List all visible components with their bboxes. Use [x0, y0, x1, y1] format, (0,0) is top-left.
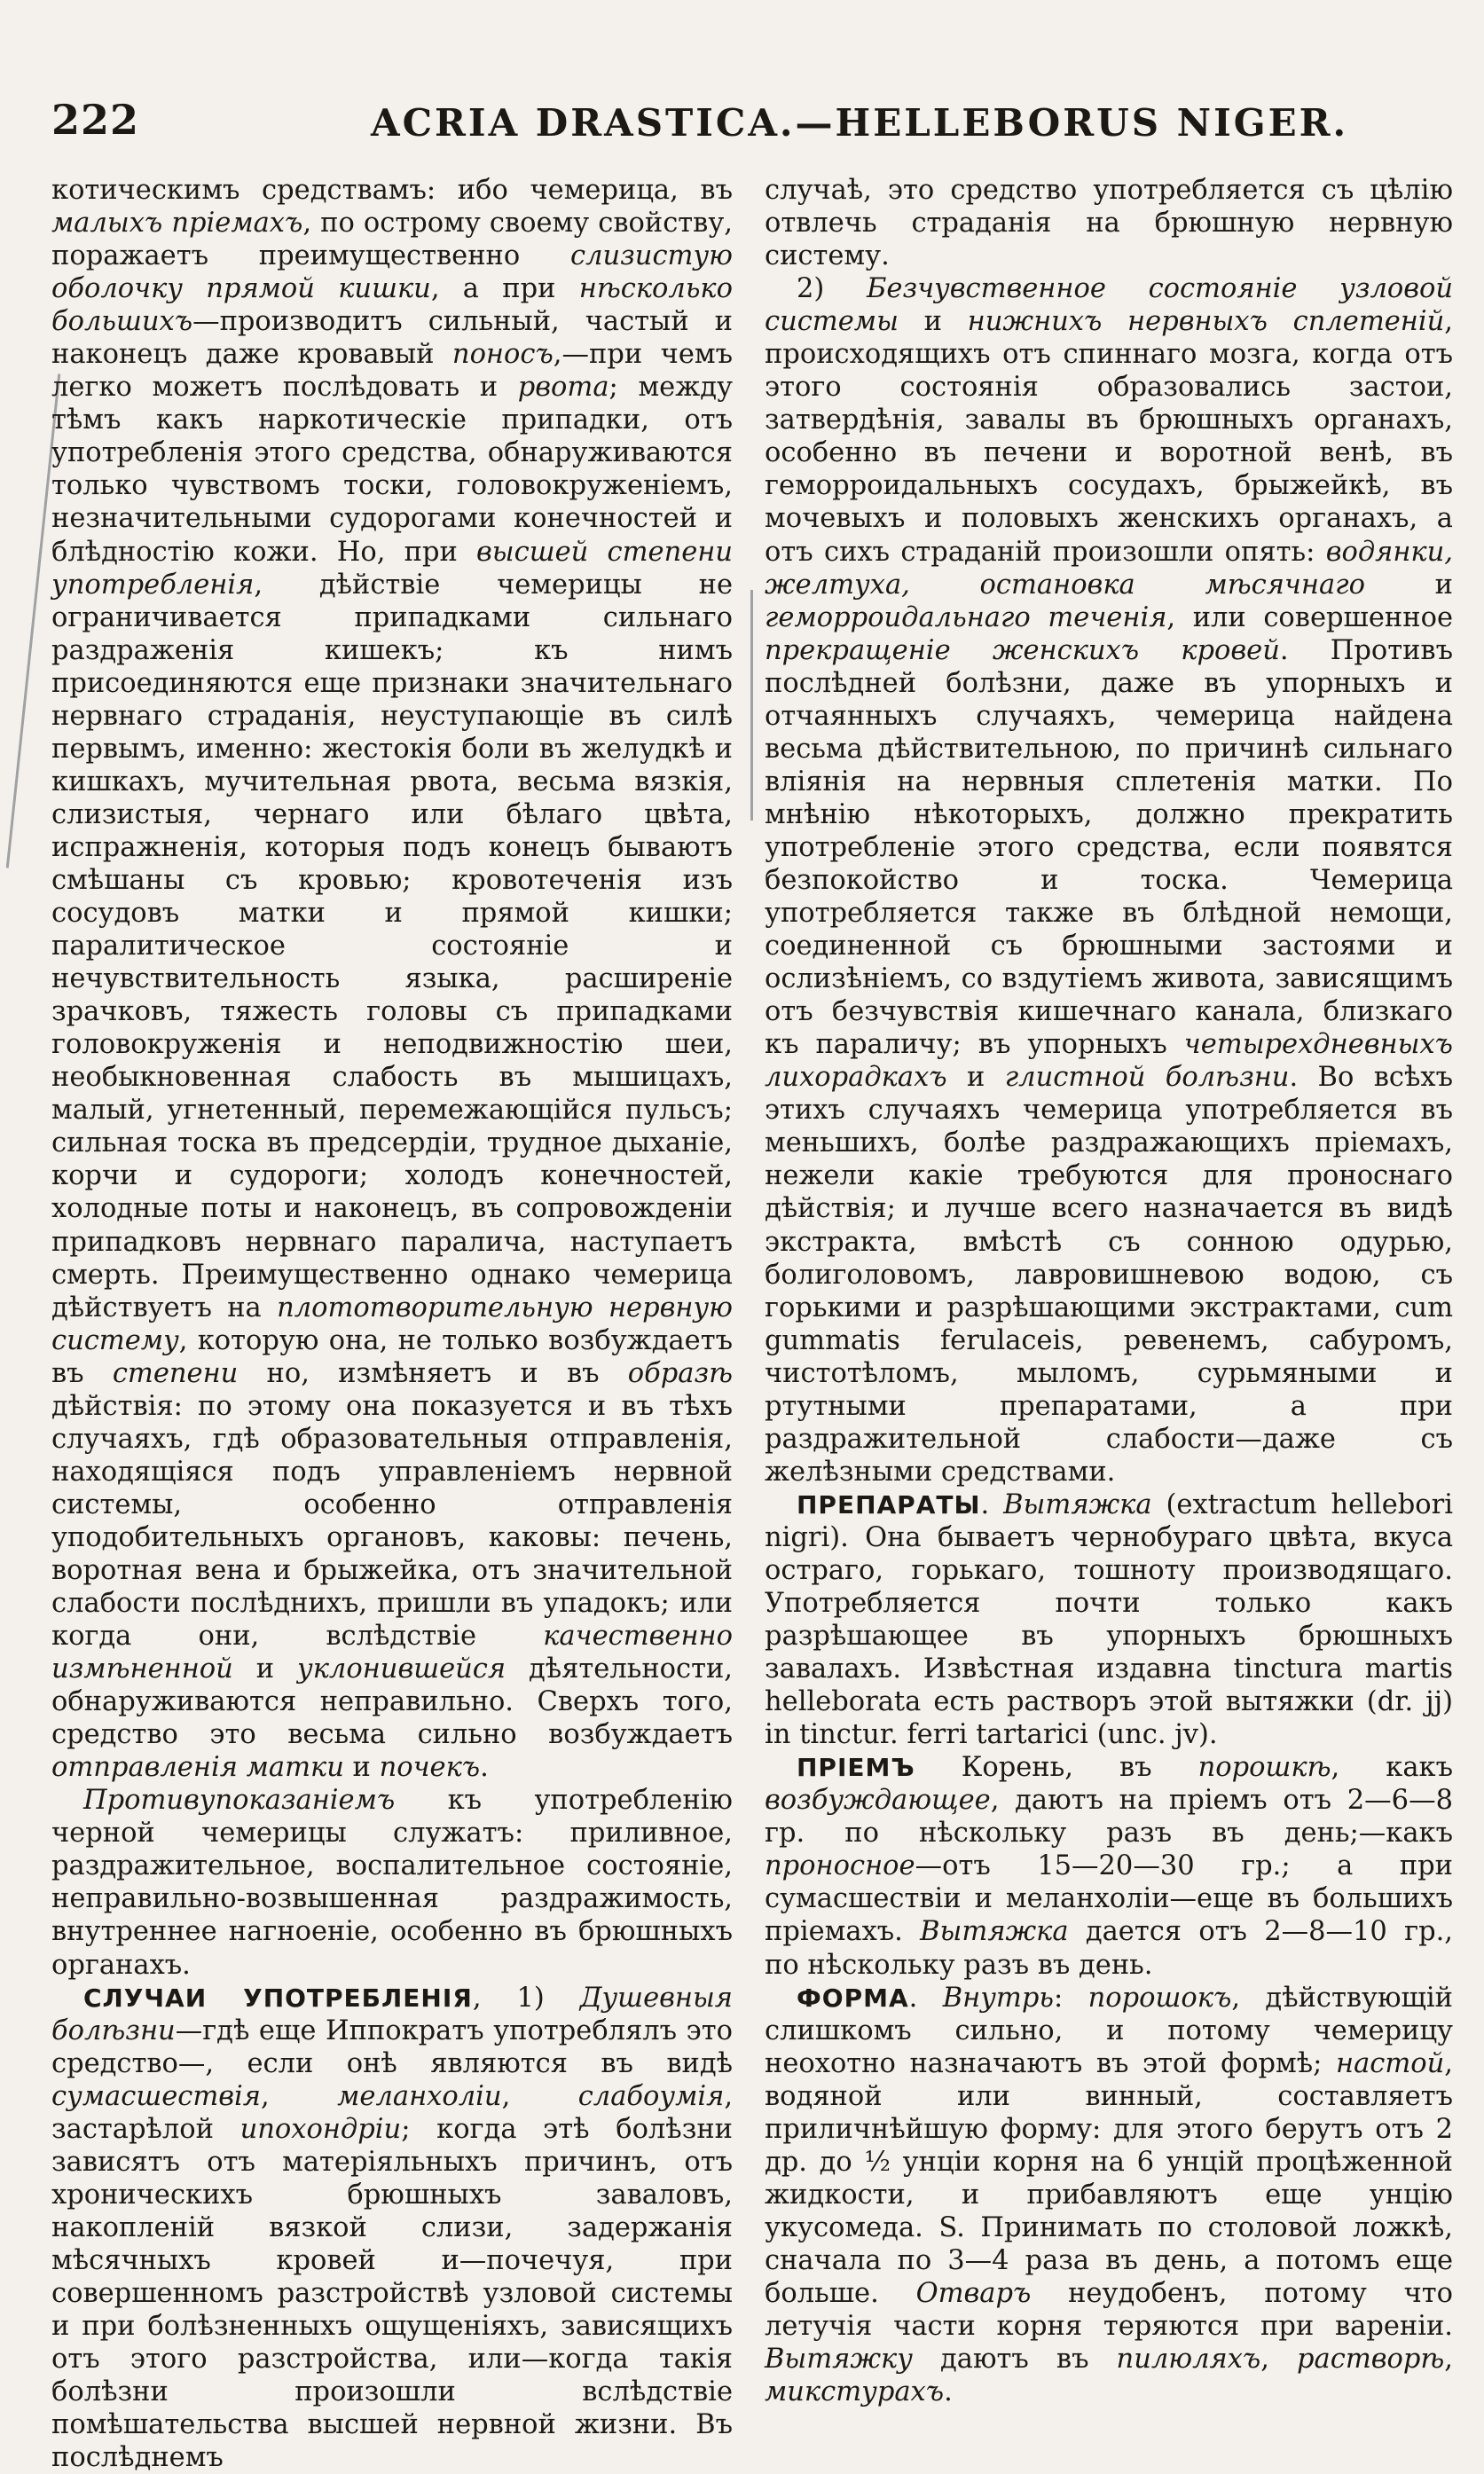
body-paragraph [51, 174, 733, 1784]
text-run: , или совершенное [1166, 601, 1453, 633]
italic-term: пилюляхъ [1116, 2344, 1261, 2376]
pencil-mark-center [750, 590, 753, 821]
body-paragraph [765, 1751, 1453, 1981]
text-run: , [260, 2080, 338, 2112]
text-run: . Противъ послѣдней болѣзни, даже въ упорныхъ и отчаянныхъ случаяхъ, чемерица найдена весьма дѣйствительною, по причинѣ сильнаго вліянія на нервныя сплетенія матки. По мнѣнію нѣкоторыхъ, должно прекратить употребленіе этого средства, если появятся безпокойство и тоска. Чемерица употребляется также въ блѣдной немощи, соединенной съ брюшными застоями и ослизѣніемъ, со вздутіемъ живота, зависящимъ отъ безчувствія кишечнаго канала, близкаго къ параличу; въ упорныхъ [765, 634, 1454, 1061]
italic-term: геморроидальнаго теченія [765, 601, 1167, 633]
italic-term: водянки, желтуха, остановка мѣсячнаго [765, 536, 1453, 601]
text-run: —производитъ сильный, частый и наконецъ даже кровавый [51, 306, 733, 371]
text-run: , по острому своему свойству, поражаетъ преимущественно [51, 208, 733, 272]
text-run: . [980, 1488, 1004, 1520]
italic-term: Вытяжка [920, 1916, 1069, 1948]
italic-term: проносное [765, 1850, 915, 1882]
italic-term: высшей степени употребленія [51, 536, 733, 601]
text-run: дѣятельности, обнаруживаются неправильно. Сверхъ того, средство это весьма сильно возбуждаетъ [51, 1653, 734, 1751]
italic-term: порошокъ [1087, 1982, 1232, 2014]
italic-term: малыхъ пріемахъ [51, 208, 303, 240]
italic-term: почекъ [379, 1752, 481, 1784]
text-run: , даютъ на пріемъ отъ 2—6—8 гр. по нѣскольку разъ въ день;—какъ [765, 1785, 1453, 1850]
text-run: . [908, 1982, 943, 2014]
text-run: дѣйствія: по этому она показуется и въ тѣхъ случаяхъ, гдѣ образовательныя отправленія, находящіяся подъ управленіемъ нервной системы, особенно отправленія уподобительныхъ органовъ, каковы: печень, воротная вена и брыжейка, отъ значительной слабости послѣднихъ, пришли въ упадокъ; или когда они, вслѣдствіе [51, 1390, 733, 1653]
text-run: , [1260, 2344, 1298, 2376]
text-run: но, измѣняетъ и въ [238, 1357, 628, 1389]
text-run: и [1364, 569, 1453, 601]
text-run: . [480, 1752, 489, 1784]
text-run: и [343, 1752, 380, 1784]
italic-term: слизистую оболочку прямой кишки [51, 240, 733, 305]
body-paragraph [765, 1488, 1453, 1751]
page-number: 222 [51, 96, 140, 144]
italic-term: прекращеніе женскихъ кровей [765, 634, 1280, 666]
text-run: , [501, 2080, 578, 2112]
italic-term: степени [112, 1357, 239, 1389]
italic-term: меланхоліи [337, 2080, 502, 2112]
section-heading: СЛУЧАИ УПОТРЕБЛЕНІЯ [83, 1983, 473, 2013]
text-run: и [232, 1653, 298, 1685]
italic-term: ипохондріи [239, 2113, 402, 2145]
italic-term: Душевныя болѣзни [51, 1982, 733, 2046]
italic-term: настой [1336, 2047, 1445, 2079]
text-run: , какъ [1331, 1752, 1453, 1784]
body-paragraph [765, 174, 1453, 272]
italic-term: порошкѣ [1197, 1752, 1331, 1784]
body-paragraph [51, 1784, 733, 1981]
italic-term: качественно измѣненной [51, 1621, 733, 1685]
text-run: даютъ въ [912, 2344, 1117, 2376]
text-run: , застарѣлой [51, 2080, 734, 2145]
text-run: дается отъ 2—8—10 гр., по нѣскольку разъ въ день. [765, 1916, 1453, 1981]
page-header [51, 96, 1449, 149]
running-title: ACRIA DRASTICA.—HELLEBORUS NIGER. [371, 101, 1349, 145]
italic-term: рвота [517, 372, 609, 404]
text-run: , происходящихъ отъ спиннаго мозга, когда отъ этого состоянія образовались застои, затвердѣнія, завалы въ брюшныхъ органахъ, особенно въ печени и воротной венѣ, въ геморроидальныхъ сосудахъ, брыжейкѣ, въ мочевыхъ и половыхъ женскихъ органахъ, а отъ сихъ страданій произошли опять: [765, 306, 1453, 568]
text-run: (extractum hellebori nigri). Она бываетъ чернобураго цвѣта, вкуса остраго, горькаго, тошноту производящаго. Употребляется почти только какъ разрѣшающее въ упорныхъ брюшныхъ завалахъ. Извѣстная издавна tinctura martis helleborata есть растворъ этой вытяжки (dr. jj) in tinctur. ferri tartarici (unc. jv). [765, 1488, 1454, 1751]
italic-term: слабоумія [577, 2080, 725, 2112]
text-run: и [898, 306, 968, 338]
italic-term: сумасшествія [51, 2080, 261, 2112]
text-run: ,—при чемъ легко можетъ послѣдовать и [51, 339, 733, 404]
text-run: . [944, 2376, 953, 2408]
text-run: , дѣйствіе чемерицы не ограничивается припадками сильнаго раздраженія кишекъ; къ нимъ присоединяются еще признаки значительнаго нервнаго страданія, неуступающіе въ силѣ первымъ, именно: жестокія боли въ желудкѣ и кишкахъ, мучительная рвота, весьма вязкія, слизистыя, чернаго или бѣлаго цвѣта, испражненія, которыя подъ конецъ бываютъ смѣшаны съ кровью; кровотеченія изъ сосудовъ матки и прямой кишки; паралитическое состояніе и нечувствительность языка, расширеніе зрачковъ, тяжесть головы съ припадками головокруженія и неподвижностію шеи, необыкновенная слабость въ мышицахъ, малый, угнетенный, перемежающійся пульсъ; сильная тоска въ предсердіи, трудное дыханіе, корчи и судороги; холодъ конечностей, холодные поты и наконецъ, въ сопровожденіи припадковъ нервнаго паралича, наступаетъ смерть. Преимущественно однако чемерица дѣйствуетъ на [51, 569, 733, 1323]
text-run: котическимъ средствамъ: ибо чемерица, въ [51, 175, 733, 206]
text-run: : [1053, 1982, 1088, 2014]
text-run: —гдѣ еще Иппократъ употреблялъ это средство—, если онѣ являются въ видѣ [51, 2015, 733, 2079]
italic-term: Внутрь [942, 1982, 1054, 2014]
section-heading: ПРЕПАРАТЫ [797, 1489, 981, 1520]
italic-term: плототворительную нервную систему [51, 1292, 733, 1356]
text-run: , 1) [472, 1982, 580, 2014]
italic-term: Вытяжку [765, 2344, 913, 2376]
italic-term: возбуждающее [765, 1785, 991, 1817]
italic-term: нижнихъ нервныхъ сплетеній [967, 306, 1445, 338]
italic-term: уклонившейся [297, 1653, 506, 1685]
italic-term: четырехдневныхъ лихорадкахъ [765, 1029, 1453, 1094]
body-paragraph [765, 272, 1453, 1488]
text-run: , [1444, 2344, 1453, 2376]
text-run: 2) [797, 273, 867, 305]
text-run: . Во всѣхъ этихъ случаяхъ чемерица употребляется въ меньшихъ, болѣе раздражающихъ пріемахъ, нежели какіе требуются для проноснаго дѣйствія; и лучше всего назначается въ видѣ экстракта, вмѣстѣ съ сонною одурью, болиголовомъ, лавровишневою водою, съ горькими и разрѣшающими экстрактами, cum gummatis ferulaceis, ревенемъ, сабуромъ, чистотѣломъ, мыломъ, сурьмяными и ртутными препаратами, а при раздражительной слабости—даже съ желѣзными средствами. [765, 1062, 1453, 1488]
italic-term: образѣ [627, 1357, 733, 1389]
text-run: Корень, въ [915, 1752, 1198, 1784]
text-run: , а при [430, 273, 579, 305]
text-run: , водяной или винный, составляетъ приличнѣйшую форму: для этого берутъ отъ 2 др. до ½ унціи корня на 6 унцій процѣженной жидкости, и прибавляютъ еще унцію укусомеда. S. Принимать по столовой ложкѣ, сначала по 3—4 раза въ день, а потомъ еще больше. [765, 2047, 1453, 2309]
italic-term: нѣсколько большихъ [51, 273, 733, 338]
italic-term: поносъ [451, 339, 554, 371]
italic-term: Отваръ [915, 2278, 1032, 2309]
italic-term: глистной болѣзни [1004, 1062, 1290, 1094]
text-run: случаѣ, это средство употребляется съ цѣлію отвлечь страданія на брюшную нервную систему. [765, 175, 1453, 272]
text-run: —отъ 15—20—30 гр.; а при сумасшествіи и меланхоліи—еще въ большихъ пріемахъ. [765, 1850, 1453, 1948]
section-heading: ПРІЕМЪ [797, 1753, 915, 1783]
body-paragraph [765, 1982, 1453, 2409]
italic-term: отправленія матки [51, 1752, 344, 1784]
text-run: къ употребленію черной чемерицы служатъ: приливное, раздражительное, воспалительное состояніе, неправильно-возвышенная раздражимость, внутреннее нагноеніе, особенно въ брюшныхъ органахъ. [51, 1785, 733, 1981]
section-heading: ФОРМА [797, 1983, 909, 2013]
text-run: ; между тѣмъ какъ наркотическіе припадки, отъ употребленія этого средства, обнаруживаются только чувствомъ тоски, головокруженіемъ, незначительными судорогами конечностей и блѣдностію кожи. Но, при [51, 372, 733, 568]
left-column [51, 174, 733, 2474]
italic-term: микстурахъ [765, 2376, 945, 2408]
right-column [765, 174, 1453, 2408]
text-run: и [946, 1062, 1005, 1094]
text-run: ; когда этѣ болѣзни зависятъ отъ матеріяльныхъ причинъ, отъ хроническихъ брюшныхъ заваловъ, накопленій вязкой слизи, задержанія мѣсячныхъ кровей и—почечуя, при совершенномъ разстройствѣ узловой системы и при болѣзненныхъ ощущеніяхъ, зависящихъ отъ этого разстройства, или—когда такія болѣзни произошли вслѣдствіе помѣшательства высшей нервной жизни. Въ послѣднемъ [51, 2113, 733, 2474]
italic-term: растворѣ [1297, 2344, 1445, 2376]
text-run: неудобенъ, потому что летучія части корня теряются при вареніи. [765, 2278, 1453, 2343]
italic-term: Безчувственное состояніе узловой системы [765, 273, 1454, 338]
text-run: , дѣйствующій слишкомъ сильно, и потому чемерицу неохотно назначаютъ въ этой формѣ; [765, 1982, 1453, 2079]
body-paragraph [51, 1982, 733, 2474]
italic-term: Противупоказаніемъ [83, 1785, 396, 1817]
italic-term: Вытяжка [1003, 1488, 1152, 1520]
text-run: , которую она, не только возбуждаетъ въ [51, 1324, 733, 1389]
